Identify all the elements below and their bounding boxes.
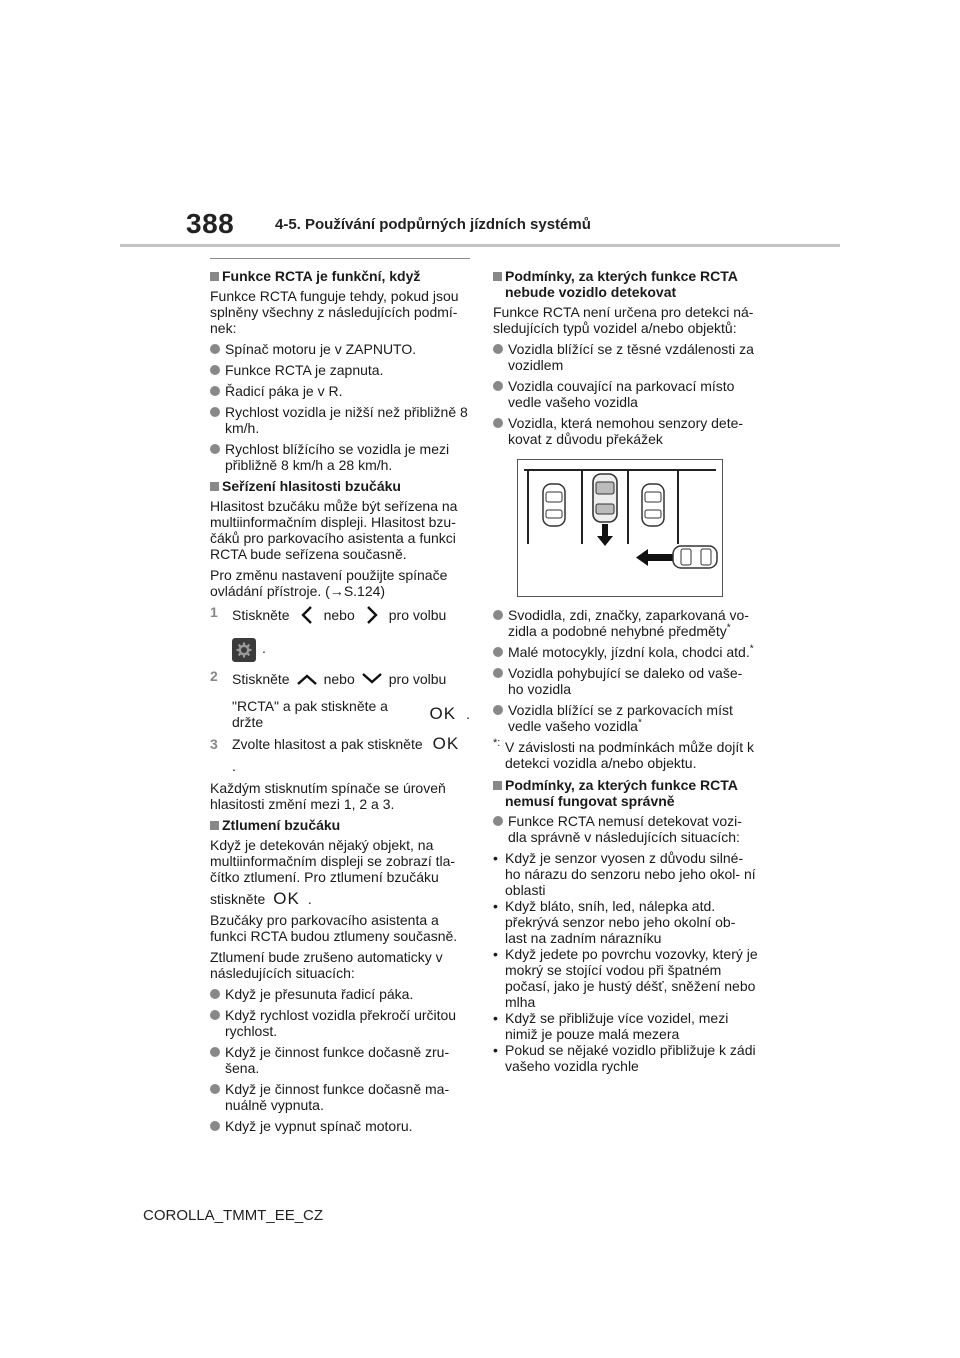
step-text: Stiskněte	[232, 671, 290, 687]
heading-buzzer-volume: Seřízení hlasitosti bzučáku	[210, 478, 470, 494]
bullet-text: Svodidla, zdi, značky, zaparkovaná vo- zidla a podobné nehybné předměty	[508, 607, 749, 639]
step-number: 3	[210, 736, 218, 752]
bullet-item: Spínač motoru je v ZAPNUTO.	[210, 341, 470, 357]
bullet-item: Když je přesunuta řadicí páka.	[210, 986, 470, 1002]
bullet-item: Když je vypnut spínač motoru.	[210, 1118, 470, 1134]
heading-buzzer-mute: Ztlumení bzučáku	[210, 817, 470, 833]
paragraph	[210, 891, 470, 907]
step-3	[210, 736, 470, 774]
heading-not-detect: Podmínky, za kterých funkce RCTA nebude vozidlo detekovat	[493, 268, 758, 300]
dash-item: • Když se přibližuje více vozidel, mezi nimiž je pouze malá mezera	[493, 1010, 758, 1042]
chevron-right-icon	[361, 604, 383, 626]
step-2	[210, 668, 470, 730]
bullet-item: Funkce RCTA nemusí detekovat vozi- dla správně v následujících situacích:	[493, 813, 758, 845]
step-text: "RCTA" a pak stiskněte a držte	[232, 698, 388, 730]
para-text: .	[307, 891, 312, 907]
bullet-item: Vozidla couvající na parkovací místo vedle vašeho vozidla	[493, 378, 758, 410]
parked-car	[543, 484, 565, 526]
paragraph: Hlasitost bzučáku může být seřízena na multiinformačním displeji. Hlasitost bzu- čáků pro parkovacího asistenta a funkci RCTA bude seřízena současně.	[210, 498, 458, 562]
bullet-item	[493, 607, 758, 639]
left-column	[210, 258, 470, 1139]
step-text: pro volbu	[388, 607, 447, 623]
settings-gear-icon	[232, 638, 256, 662]
step-1	[210, 604, 470, 662]
bullet-item: Když je činnost funkce dočasně zru- šena.	[210, 1044, 470, 1076]
step-text: .	[262, 640, 266, 656]
step-text: .	[232, 758, 236, 774]
step-text: Zvolte hlasitost a pak stiskněte	[232, 736, 423, 752]
approaching-car	[673, 546, 717, 568]
footnote	[493, 739, 758, 771]
bullet-item: Když je činnost funkce dočasně ma- nuálně vypnuta.	[210, 1081, 470, 1113]
chevron-down-icon	[361, 668, 383, 690]
footnote-star: *	[637, 717, 642, 729]
step-text: nebo	[323, 607, 355, 623]
footnote-star: *	[726, 622, 731, 634]
paragraph: Funkce RCTA funguje tehdy, pokud jsou splněny všechny z následujících podmí- nek:	[210, 288, 459, 336]
paragraph: Pro změnu nastavení použijte spínače ovládání přístroje. (→S.124)	[210, 567, 448, 599]
column-rule	[210, 258, 470, 259]
dash-item: • Pokud se nějaké vozidlo přibližuje k zádi vašeho vozidla rychle	[493, 1042, 758, 1074]
bullet-item: Funkce RCTA je zapnuta.	[210, 362, 470, 378]
bullet-item: Řadicí páka je v R.	[210, 383, 470, 399]
paragraph: Funkce RCTA není určena pro detekci ná- sledujících typů vozidel a/nebo objektů:	[493, 304, 754, 336]
paragraph: Bzučáky pro parkovacího asistenta a funkci RCTA budou ztlumeny současně.	[210, 912, 458, 944]
approach-arrow-icon	[636, 549, 674, 566]
paragraph: Ztlumení bude zrušeno automaticky v následujících situacích:	[210, 949, 443, 981]
dash-list	[493, 850, 758, 1074]
step-text: .	[466, 706, 470, 722]
chevron-up-icon	[296, 668, 318, 690]
step-text: nebo	[323, 671, 355, 687]
bullet-item	[493, 644, 758, 660]
paragraph: Každým stisknutím spínače se úroveň hlasitosti změní mezi 1, 2 a 3.	[210, 780, 446, 812]
reverse-arrow-icon	[597, 524, 613, 546]
paragraph: Když je detekován nějaký objekt, na multiinformačním displeji se zobrazí tla- čítko ztlumení. Pro ztlumení bzučáku	[210, 837, 456, 885]
ok-button-symbol: OK	[429, 704, 457, 723]
footnote-text: V závislosti na podmínkách může dojít k detekci vozidla a/nebo objektu.	[505, 739, 755, 771]
document-code: COROLLA_TMMT_EE_CZ	[143, 1207, 324, 1224]
bullet-item: Vozidla, která nemohou senzory dete- kovat z důvodu překážek	[493, 415, 758, 447]
step-text: Stiskněte	[232, 607, 290, 623]
dash-item: • Když bláto, sníh, led, nálepka atd. překrývá senzor nebo jeho okolní ob- last na zadním nárazníku	[493, 898, 758, 946]
step-number: 1	[210, 604, 218, 620]
para-text: stiskněte	[210, 891, 266, 907]
dash-item: • Když je senzor vyosen z důvodu silné- ho nárazu do senzoru nebo jeho okol- ní oblasti	[493, 850, 758, 898]
ok-button-symbol: OK	[273, 889, 300, 908]
heading-may-not-work: Podmínky, za kterých funkce RCTA nemusí fungovat správně	[493, 777, 758, 809]
page-number: 388	[186, 208, 235, 239]
step-number: 2	[210, 668, 218, 684]
heading-rcta-operational: Funkce RCTA je funkční, když	[210, 268, 470, 284]
step-text: pro volbu	[388, 671, 447, 687]
right-column	[493, 258, 758, 1079]
parking-diagram-svg	[518, 460, 722, 596]
ok-button-symbol: OK	[432, 734, 460, 753]
dash-item: • Když jedete po povrchu vozovky, který je mokrý se stojící vodou při špatném počasí, jako je hustý déšť, sněžení nebo mlha	[493, 946, 758, 1010]
chevron-left-icon	[296, 604, 318, 626]
bullet-item: Rychlost blížícího se vozidla je mezi přibližně 8 km/h a 28 km/h.	[210, 441, 470, 473]
bullet-item: Když rychlost vozidla překročí určitou rychlost.	[210, 1007, 470, 1039]
parked-car	[642, 484, 664, 526]
bullet-item: Rychlost vozidla je nižší než přibližně 8 km/h.	[210, 404, 470, 436]
bullet-item: Vozidla pohybující se daleko od vaše- ho vozidla	[493, 665, 758, 697]
parking-illustration	[517, 459, 723, 597]
footnote-mark: *:	[493, 737, 501, 749]
own-car	[593, 474, 617, 522]
bullet-item: Vozidla blížící se z těsné vzdálenosti za vozidlem	[493, 341, 758, 373]
bullet-text: Vozidla blížící se z parkovacích míst vedle vašeho vozidla	[508, 702, 733, 734]
section-title: 4-5. Používání podpůrných jízdních systémů	[275, 216, 591, 233]
bullet-text: Malé motocykly, jízdní kola, chodci atd.	[508, 644, 750, 660]
header-rule	[120, 244, 840, 247]
bullet-item	[493, 702, 758, 734]
footnote-star: *	[749, 643, 754, 655]
